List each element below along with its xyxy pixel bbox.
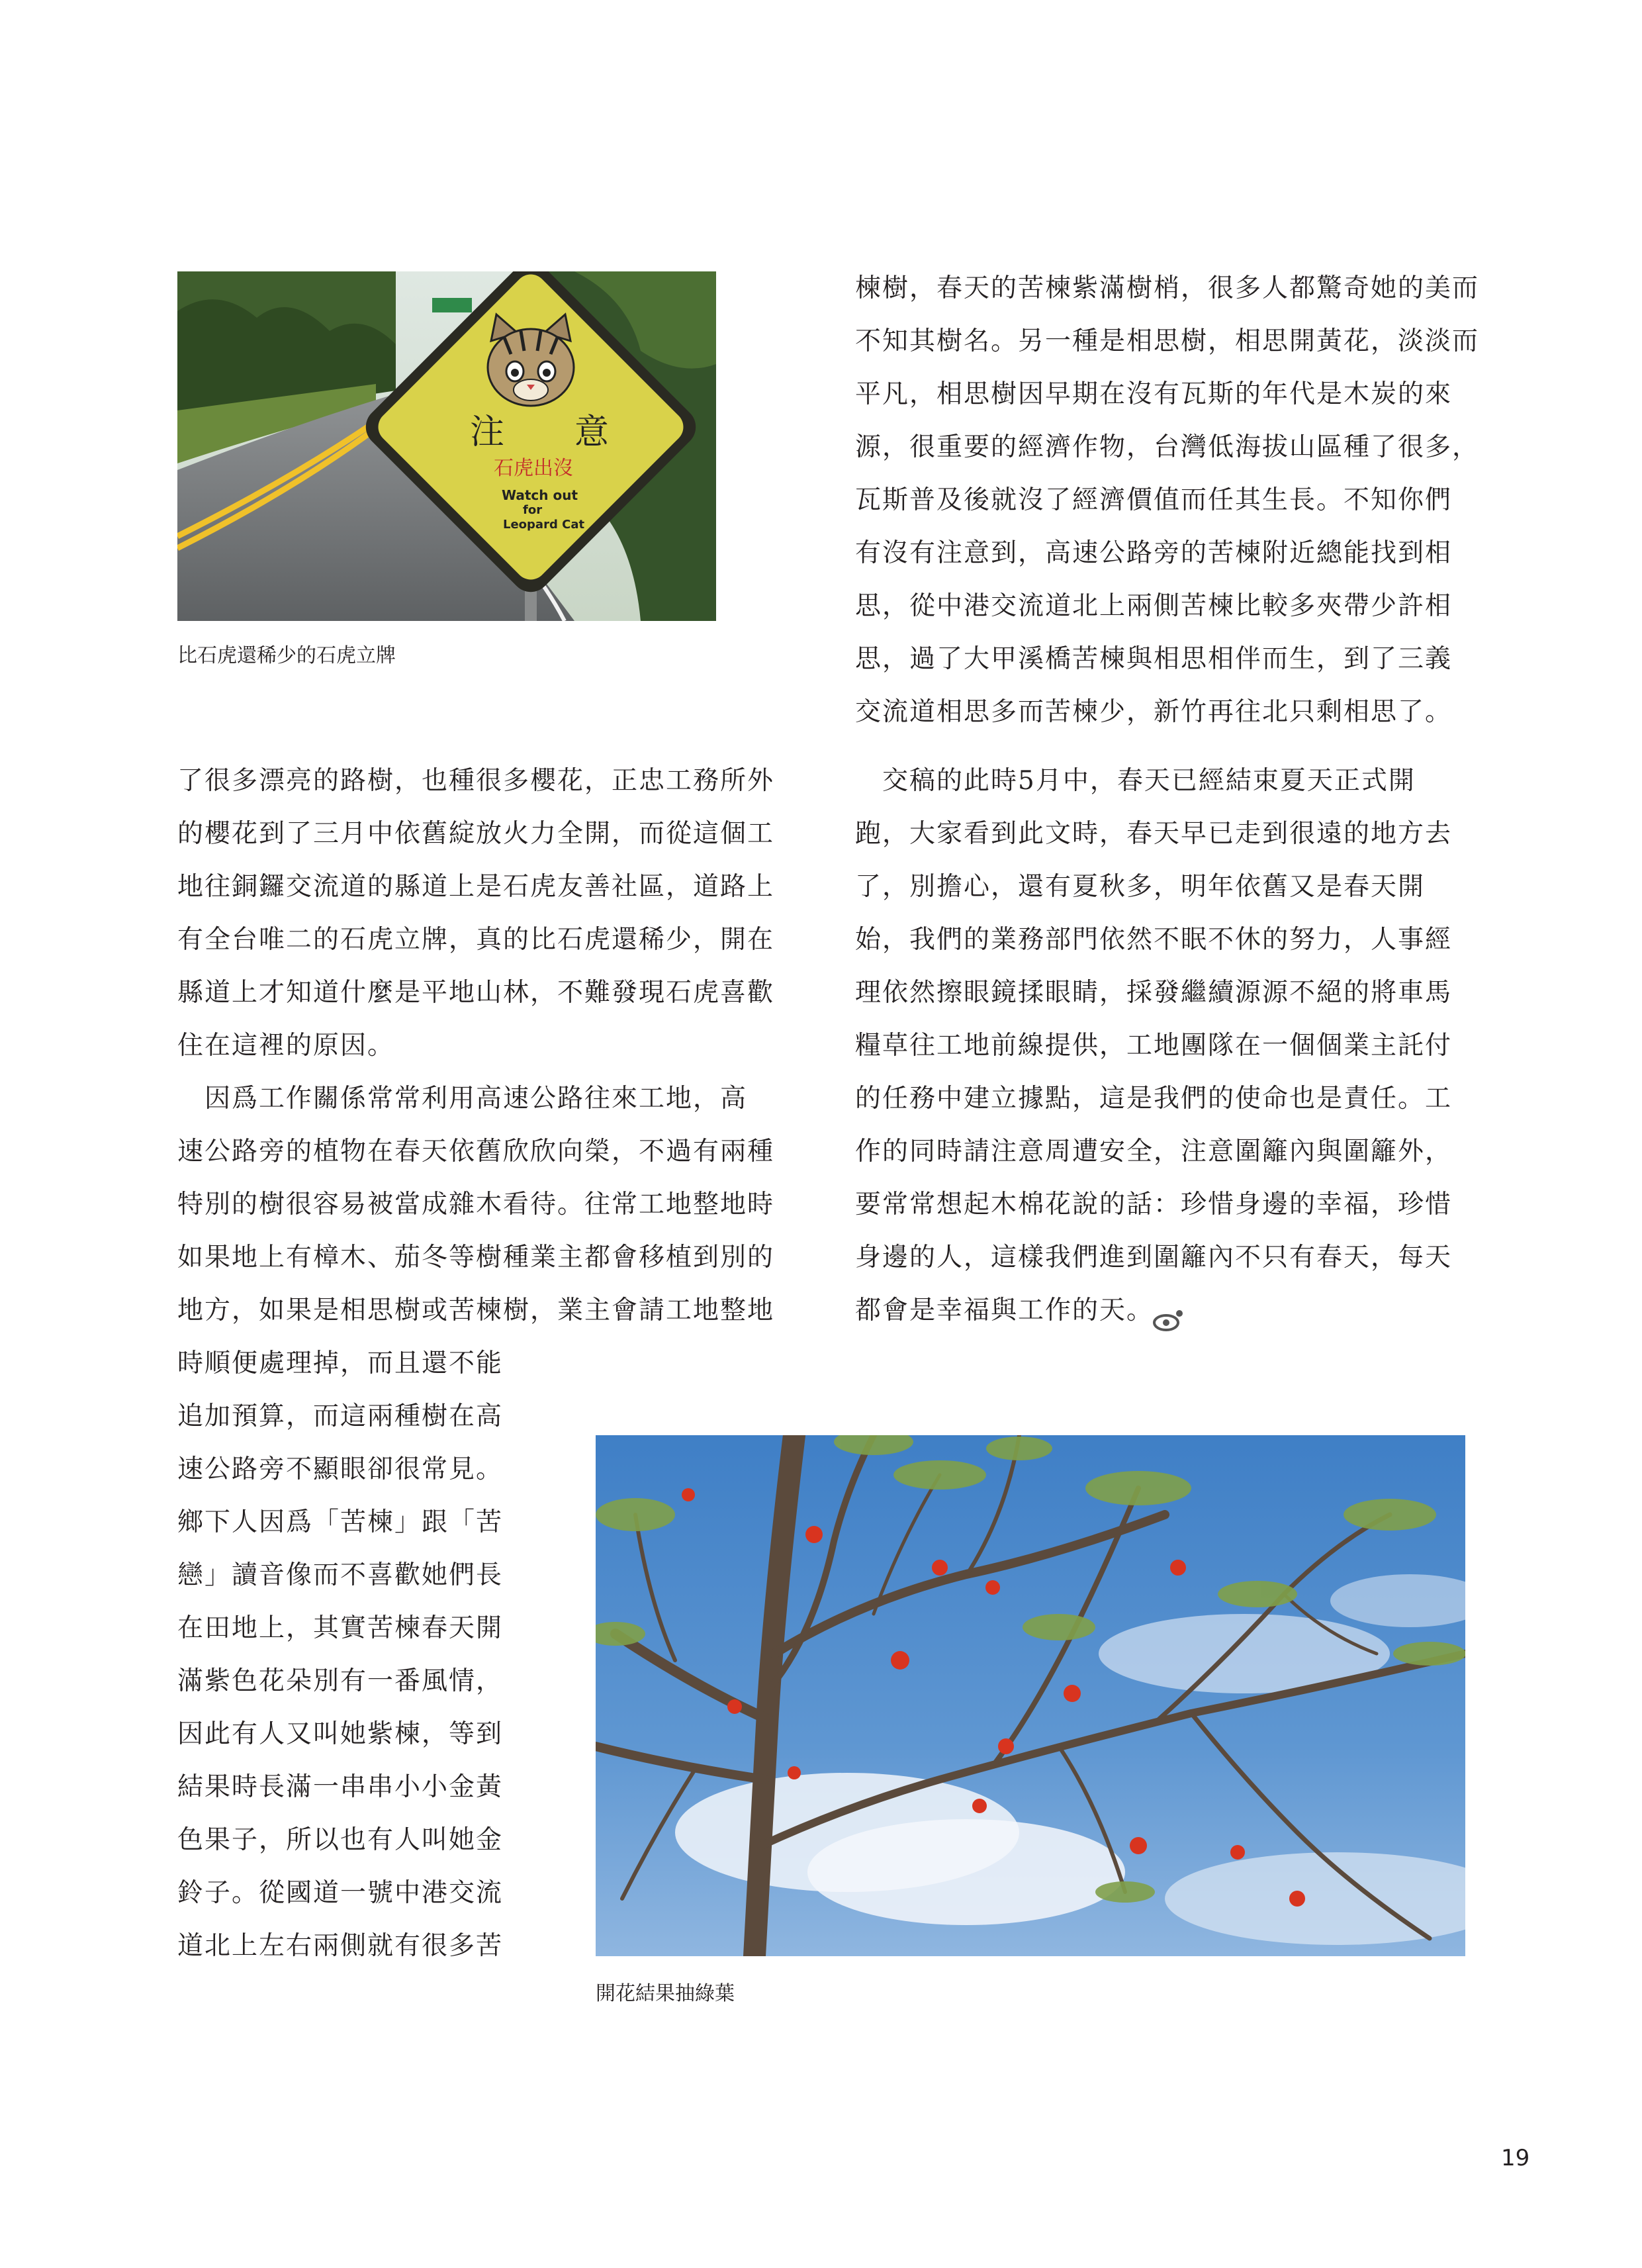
sign-text-english-3: Leopard Cat — [503, 518, 585, 532]
sign-text-yi: 意 — [574, 412, 610, 452]
right-line: 有沒有注意到，高速公路旁的苦楝附近總能找到相 — [855, 538, 1453, 568]
left-line: 住在這裡的原因。 — [177, 1031, 395, 1061]
left-line: 了很多漂亮的路樹，也種很多櫻花，正忠工務所外 — [177, 766, 775, 796]
eye-end-mark-icon — [1153, 1309, 1185, 1335]
left-line: 地往銅鑼交流道的縣道上是石虎友善社區，道路上 — [177, 872, 775, 902]
left-narrow-line: 追加預算，而這兩種樹在高 — [177, 1401, 504, 1431]
left-narrow-line: 結果時長滿一串串小小金黃 — [177, 1772, 504, 1802]
right-line: 身邊的人，這樣我們進到圍籬內不只有春天，每天 — [855, 1243, 1453, 1272]
left-narrow-line: 時順便處理掉，而且還不能 — [177, 1348, 504, 1378]
right-line: 要常常想起木棉花說的話：珍惜身邊的幸福，珍惜 — [855, 1190, 1453, 1219]
right-line: 思，從中港交流道北上兩側苦楝比較多夾帶少許相 — [855, 591, 1453, 621]
right-line: 都會是幸福與工作的天。 — [855, 1296, 1154, 1325]
blooming-tree-illustration — [596, 1435, 1465, 1956]
right-line: 的任務中建立據點，這是我們的使命也是責任。工 — [855, 1084, 1453, 1113]
left-narrow-line: 鈴子。從國道一號中港交流 — [177, 1878, 504, 1908]
left-line: 因爲工作關係常常利用高速公路往來工地，高 — [177, 1084, 748, 1113]
left-narrow-line: 鄉下人因爲「苦楝」跟「苦 — [177, 1507, 504, 1537]
right-line: 思，過了大甲溪橋苦楝與相思相伴而生，到了三義 — [855, 644, 1453, 674]
right-line: 源，很重要的經濟作物，台灣低海拔山區種了很多， — [855, 432, 1480, 462]
right-line: 了，別擔心，還有夏秋多，明年依舊又是春天開 — [855, 872, 1426, 902]
left-line: 縣道上才知道什麼是平地山林，不難發現石虎喜歡 — [177, 978, 775, 1008]
left-line: 如果地上有樟木、茄冬等樹種業主都會移植到別的 — [177, 1243, 775, 1272]
left-narrow-line: 因此有人又叫她紫楝，等到 — [177, 1719, 504, 1749]
left-line: 特別的樹很容易被當成雜木看待。往常工地整地時 — [177, 1190, 775, 1219]
right-line: 不知其樹名。另一種是相思樹，相思開黃花，淡淡而 — [855, 326, 1480, 356]
page-number: 19 — [1501, 2145, 1530, 2171]
right-line: 楝樹，春天的苦楝紫滿樹梢，很多人都驚奇她的美而 — [855, 273, 1480, 303]
right-line: 作的同時請注意周遭安全，注意圍籬內與圍籬外， — [855, 1137, 1453, 1166]
left-narrow-line: 速公路旁不顯眼卻很常見。 — [177, 1454, 504, 1484]
left-narrow-line: 滿紫色花朵別有一番風情， — [177, 1666, 504, 1696]
blooming-tree-photo — [596, 1435, 1465, 1956]
left-line: 速公路旁的植物在春天依舊欣欣向榮，不過有兩種 — [177, 1137, 775, 1166]
right-line: 糧草往工地前線提供，工地團隊在一個個業主託付 — [855, 1031, 1453, 1061]
right-line: 瓦斯普及後就沒了經濟價值而任其生長。不知你們 — [855, 485, 1453, 515]
left-narrow-line: 在田地上，其實苦楝春天開 — [177, 1613, 504, 1643]
right-line: 跑，大家看到此文時，春天早已走到很遠的地方去 — [855, 819, 1453, 849]
leopard-cat-sign-photo — [177, 271, 716, 621]
left-line: 地方，如果是相思樹或苦楝樹，業主會請工地整地 — [177, 1296, 775, 1325]
tree-photo-caption: 開花結果抽綠葉 — [596, 1982, 735, 2005]
right-line: 平凡，相思樹因早期在沒有瓦斯的年代是木炭的來 — [855, 379, 1453, 409]
sign-text-subtitle: 石虎出沒 — [494, 457, 573, 480]
right-line: 始，我們的業務部門依然不眠不休的努力，人事經 — [855, 925, 1453, 955]
sign-text-english-1: Watch out — [502, 487, 578, 503]
sign-text-english-2: for — [523, 503, 543, 517]
right-line: 理依然擦眼鏡揉眼睛，採發繼續源源不絕的將車馬 — [855, 978, 1453, 1008]
right-line: 交流道相思多而苦楝少，新竹再往北只剩相思了。 — [855, 697, 1453, 727]
left-narrow-line: 道北上左右兩側就有很多苦 — [177, 1931, 504, 1961]
leopard-cat-sign-illustration — [177, 271, 716, 621]
left-narrow-line: 色果子，所以也有人叫她金 — [177, 1825, 504, 1855]
left-line: 的櫻花到了三月中依舊綻放火力全開，而從這個工 — [177, 819, 775, 849]
left-narrow-line: 戀」讀音像而不喜歡她們長 — [177, 1560, 504, 1590]
sign-text-zhu: 注 — [470, 412, 505, 452]
right-line: 交稿的此時5月中，春天已經結束夏天正式開 — [855, 766, 1416, 796]
left-line: 有全台唯二的石虎立牌，真的比石虎還稀少，開在 — [177, 925, 775, 955]
sign-photo-caption: 比石虎還稀少的石虎立牌 — [177, 644, 396, 667]
